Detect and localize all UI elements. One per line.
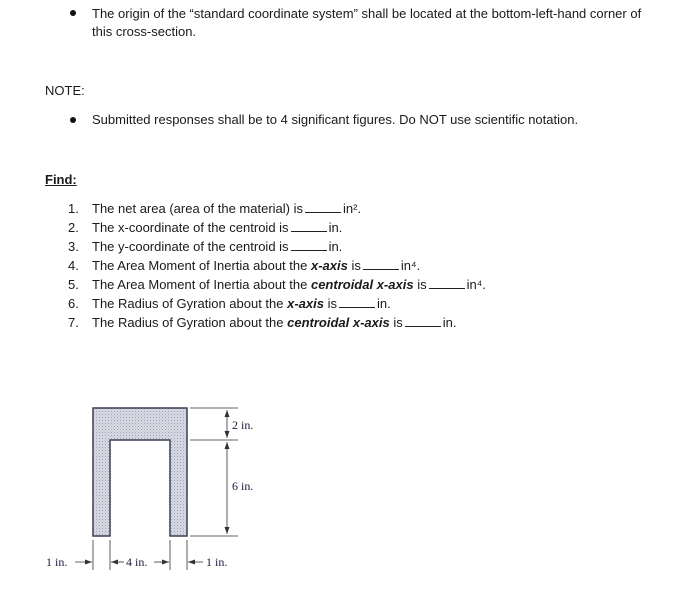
- find-item-unit: in.: [442, 315, 457, 330]
- find-item-unit: in.: [377, 296, 391, 311]
- find-item-number: 7.: [68, 315, 79, 330]
- find-item-text: The Radius of Gyration about the: [92, 315, 288, 330]
- arrow-up-icon: [225, 442, 230, 449]
- find-item-number: 6.: [68, 296, 79, 311]
- find-item-text-post: is: [347, 258, 361, 273]
- find-item-text: The Area Moment of Inertia about the: [92, 258, 311, 273]
- find-item-text-post: is: [324, 296, 337, 311]
- arrow-down-icon: [225, 527, 230, 534]
- find-item-number: 4.: [68, 258, 79, 273]
- dim-label-top: 2 in.: [232, 418, 254, 432]
- origin-instruction: The origin of the “standard coordinate system” shall be located at the bottom-left-hand corner of this cross-section.: [92, 6, 642, 39]
- find-item-text: The Radius of Gyration about the: [92, 296, 288, 311]
- dim-label-gap: 4 in.: [126, 555, 148, 569]
- arrow-right-icon: [162, 560, 169, 565]
- find-item-unit: in.: [328, 239, 343, 254]
- find-label: Find:: [45, 172, 77, 187]
- find-item-text: The y-coordinate of the centroid is: [92, 239, 289, 254]
- dim-label-left-leg: 1 in.: [46, 555, 68, 569]
- find-item-number: 2.: [68, 220, 79, 235]
- find-item-unit: in.: [328, 220, 343, 235]
- find-item-number: 3.: [68, 239, 79, 254]
- dim-label-right-leg: 1 in.: [206, 555, 228, 569]
- find-item-emphasis: centroidal x-axis: [310, 277, 414, 292]
- u-channel-shape: [93, 408, 187, 536]
- find-item-text-post: is: [413, 277, 427, 292]
- dim-label-side: 6 in.: [232, 479, 254, 493]
- find-item-number: 1.: [68, 201, 79, 216]
- find-item-number: 5.: [68, 277, 79, 292]
- find-item-emphasis: x-axis: [310, 258, 348, 273]
- find-item-emphasis: x-axis: [287, 296, 324, 311]
- find-item-unit: in⁴.: [466, 277, 486, 292]
- find-item-text: The x-coordinate of the centroid is: [92, 220, 289, 235]
- find-item-emphasis: centroidal x-axis: [287, 315, 390, 330]
- find-item-text: The net area (area of the material) is: [92, 201, 303, 216]
- arrow-up-icon: [225, 410, 230, 417]
- note-text: Submitted responses shall be to 4 significant figures. Do NOT use scientific notation.: [92, 112, 579, 127]
- arrow-down-icon: [225, 431, 230, 438]
- arrow-right-icon: [85, 560, 92, 565]
- find-item-text-post: is: [389, 315, 403, 330]
- find-item-unit: in⁴.: [400, 258, 421, 273]
- find-item-text: The Area Moment of Inertia about the: [92, 277, 311, 292]
- note-label: NOTE:: [45, 83, 85, 98]
- find-item-unit: in².: [343, 201, 362, 216]
